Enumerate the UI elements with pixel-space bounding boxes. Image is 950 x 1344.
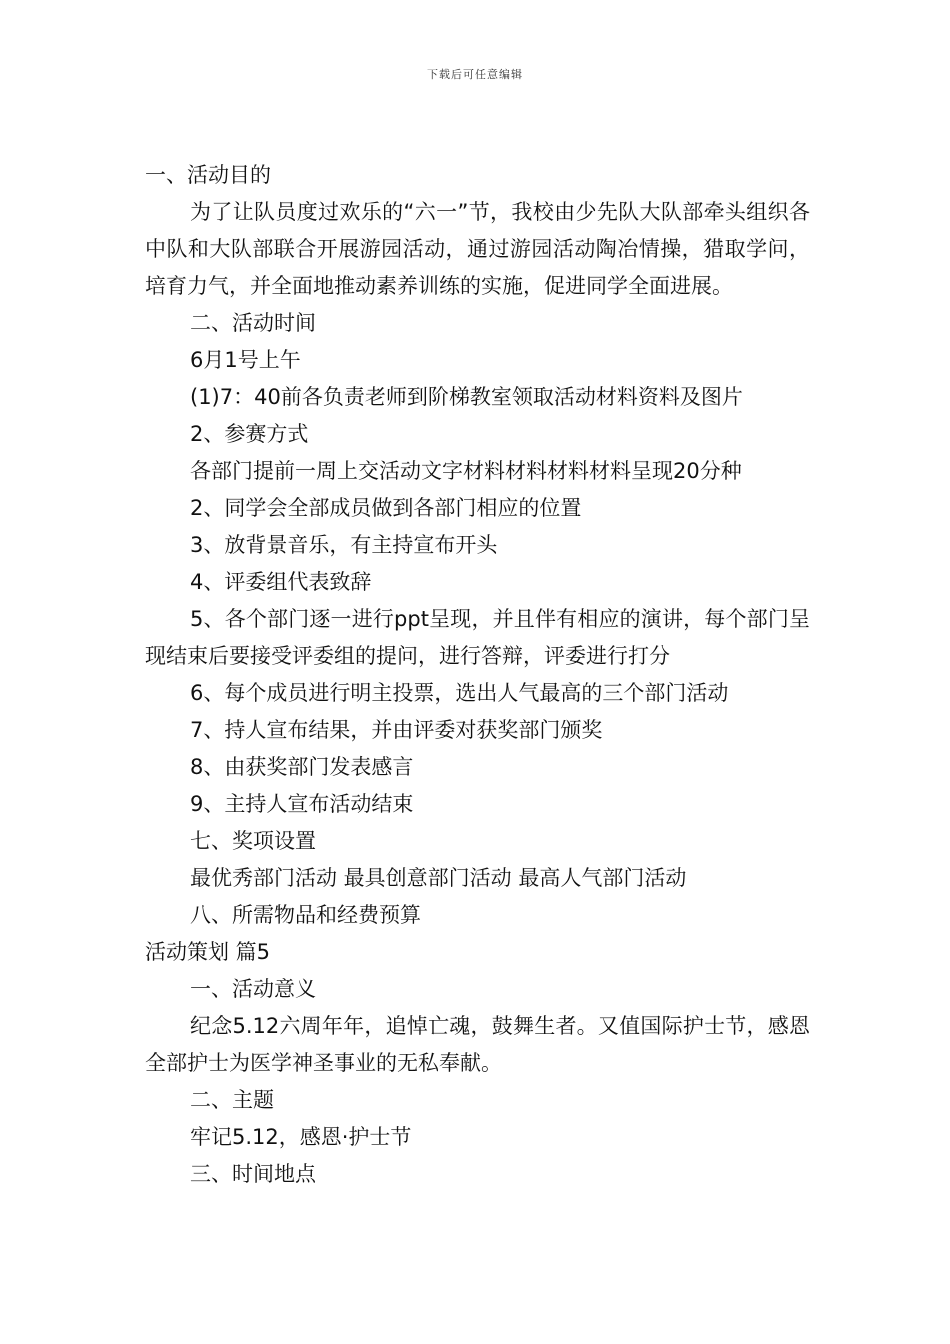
theme-line: 牢记5.12，感恩·护士节 <box>190 1125 412 1149</box>
section-heading-theme: 二、主题 <box>190 1088 274 1112</box>
section-heading-time-place: 三、时间地点 <box>190 1162 316 1186</box>
purpose-paragraph: 为了让队员度过欢乐的“六一”节，我校由少先队大队部牵头组织各中队和大队部联合开展游园活动，通过游园活动陶冶情操，猎取学问，培育力气，并全面地推动素养训练的实施，促进同学全面进展。 <box>145 200 810 298</box>
list-item: 7、持人宣布结果，并由评委对获奖部门颁奖 <box>190 718 603 742</box>
time-line: 6月1号上午 <box>190 348 301 372</box>
section-heading-budget: 八、所需物品和经费预算 <box>190 903 421 927</box>
list-item: 8、由获奖部门发表感言 <box>190 755 414 779</box>
list-item: 2、同学会全部成员做到各部门相应的位置 <box>190 496 582 520</box>
section-heading-purpose: 一、活动目的 <box>145 163 271 187</box>
section-heading-meaning: 一、活动意义 <box>190 977 316 1001</box>
page-header-note: 下载后可任意编辑 <box>427 68 523 81</box>
section-heading-format: 2、参赛方式 <box>190 422 309 446</box>
list-item: (1)7：40前各负责老师到阶梯教室领取活动材料资料及图片 <box>190 385 743 409</box>
list-item: 6、每个成员进行明主投票，选出人气最高的三个部门活动 <box>190 681 729 705</box>
awards-line: 最优秀部门活动 最具创意部门活动 最高人气部门活动 <box>190 866 687 890</box>
section-heading-time: 二、活动时间 <box>190 311 316 335</box>
document-body <box>145 157 810 1193</box>
section-heading-awards: 七、奖项设置 <box>190 829 316 853</box>
list-item: 各部门提前一周上交活动文字材料材料材料材料呈现20分种 <box>190 459 742 483</box>
plan-title: 活动策划 篇5 <box>145 940 271 964</box>
list-item: 3、放背景音乐，有主持宣布开头 <box>190 533 498 557</box>
list-item: 9、主持人宣布活动结束 <box>190 792 414 816</box>
list-item: 5、各个部门逐一进行ppt呈现，并且伴有相应的演讲，每个部门呈现结束后要接受评委组的提问，进行答辩，评委进行打分 <box>145 607 810 668</box>
list-item: 4、评委组代表致辞 <box>190 570 372 594</box>
meaning-paragraph: 纪念5.12六周年年，追悼亡魂，鼓舞生者。又值国际护士节，感恩全部护士为医学神圣事业的无私奉献。 <box>145 1014 810 1075</box>
